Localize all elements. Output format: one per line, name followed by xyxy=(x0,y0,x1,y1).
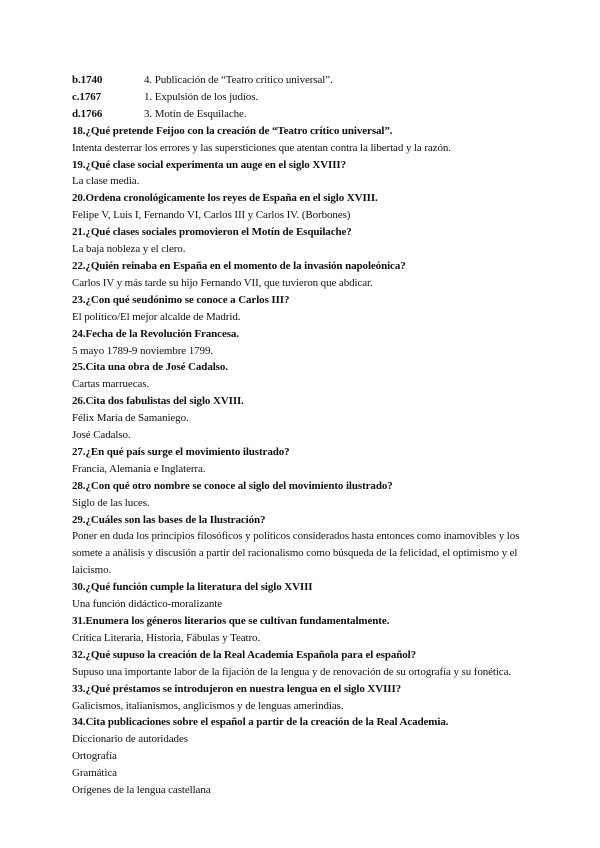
timeline-row xyxy=(72,72,532,89)
answer: Galicismos, italianismos, anglicismos y de lenguas amerindias. xyxy=(72,699,344,712)
question: 20.Ordena cronológicamente los reyes de España en el siglo XVIII. xyxy=(72,192,378,205)
timeline-event: 1. Expulsión de los judíos. xyxy=(144,90,259,103)
answer: Poner en duda los principios filosóficos y políticos considerados hasta entonces como inamovibles y los somete a análisis y discusión a partir del racionalismo como búsqueda de la felicidad, el optimismo y el laicismo. xyxy=(72,530,520,577)
question: 31.Enumera los géneros literarios que se cultivan fundamentalmente. xyxy=(72,615,390,627)
answer: Gramática xyxy=(72,767,117,780)
question: 23.¿Con qué seudónimo se conoce a Carlos III? xyxy=(72,293,290,306)
answer: Carlos IV y más tarde su hijo Fernando VII, que tuvieron que abdicar. xyxy=(72,276,373,289)
question: 21.¿Qué clases sociales promovieron el Motín de Esquilache? xyxy=(72,226,352,239)
question: 22.¿Quién reinaba en España en el momento de la invasión napoleónica? xyxy=(72,259,406,272)
answer: Intenta desterrar los errores y las supersticiones que atentan contra la libertad y la razón. xyxy=(72,141,451,154)
question: 26.Cita dos fabulistas del siglo XVIII. xyxy=(72,395,244,408)
document-page xyxy=(72,72,532,799)
answer: Félix María de Samaniego. xyxy=(72,412,189,425)
question: 34.Cita publicaciones sobre el español a partir de la creación de la Real Academia. xyxy=(72,716,449,729)
question: 32.¿Qué supuso la creación de la Real Academia Española para el español? xyxy=(72,648,417,661)
timeline-list xyxy=(72,72,532,123)
answer: Diccionario de autoridades xyxy=(72,733,188,746)
answer: La baja nobleza y el clero. xyxy=(72,243,186,256)
answer: El político/El mejor alcalde de Madrid. xyxy=(72,310,241,323)
question: 25.Cita una obra de José Cadalso. xyxy=(72,361,228,374)
question: 19.¿Qué clase social experimenta un auge en el siglo XVIII? xyxy=(72,158,346,171)
answer: Supuso una importante labor de la fijación de la lengua y de renovación de su ortografía y su fonética. xyxy=(72,665,512,678)
timeline-date: b.1740 xyxy=(72,74,103,86)
timeline-row xyxy=(72,89,532,106)
answer: Cartas marruecas. xyxy=(72,378,150,391)
question: 18.¿Qué pretende Feijoo con la creación de “Teatro crítico universal”. xyxy=(72,124,393,137)
answer: Felipe V, Luis I, Fernando VI, Carlos III y Carlos IV. (Borbones) xyxy=(72,209,351,222)
timeline-date: d.1766 xyxy=(72,107,103,120)
answer: José Cadalso. xyxy=(72,429,131,442)
answer: Francia, Alemania e Inglaterra. xyxy=(72,462,206,475)
timeline-date: c.1767 xyxy=(72,90,102,103)
question: 24.Fecha de la Revolución Francesa. xyxy=(72,327,239,340)
answer: Ortografía xyxy=(72,750,117,763)
answer: Orígenes de la lengua castellana xyxy=(72,784,211,797)
question: 28.¿Con qué otro nombre se conoce al siglo del movimiento ilustrado? xyxy=(72,479,393,492)
answer: Una función didáctico-moralizante xyxy=(72,598,223,611)
timeline-row xyxy=(72,106,532,123)
question: 27.¿En qué país surge el movimiento ilustrado? xyxy=(72,445,290,458)
answer: La clase media. xyxy=(72,175,140,188)
question: 29.¿Cuáles son las bases de la Ilustración? xyxy=(72,513,266,526)
question-answer-list xyxy=(72,123,532,799)
question: 30.¿Qué función cumple la literatura del siglo XVIII xyxy=(72,581,313,594)
timeline-event: 4. Publicación de “Teatro crítico universal”. xyxy=(144,74,333,86)
question: 33.¿Qué préstamos se introdujeron en nuestra lengua en el siglo XVIII? xyxy=(72,682,402,695)
answer: Siglo de las luces. xyxy=(72,496,150,509)
answer: Crítica Literaria, Historia, Fábulas y Teatro. xyxy=(72,631,261,644)
timeline-event: 3. Motín de Esquilache. xyxy=(144,107,247,120)
answer: 5 mayo 1789-9 noviembre 1799. xyxy=(72,344,213,357)
